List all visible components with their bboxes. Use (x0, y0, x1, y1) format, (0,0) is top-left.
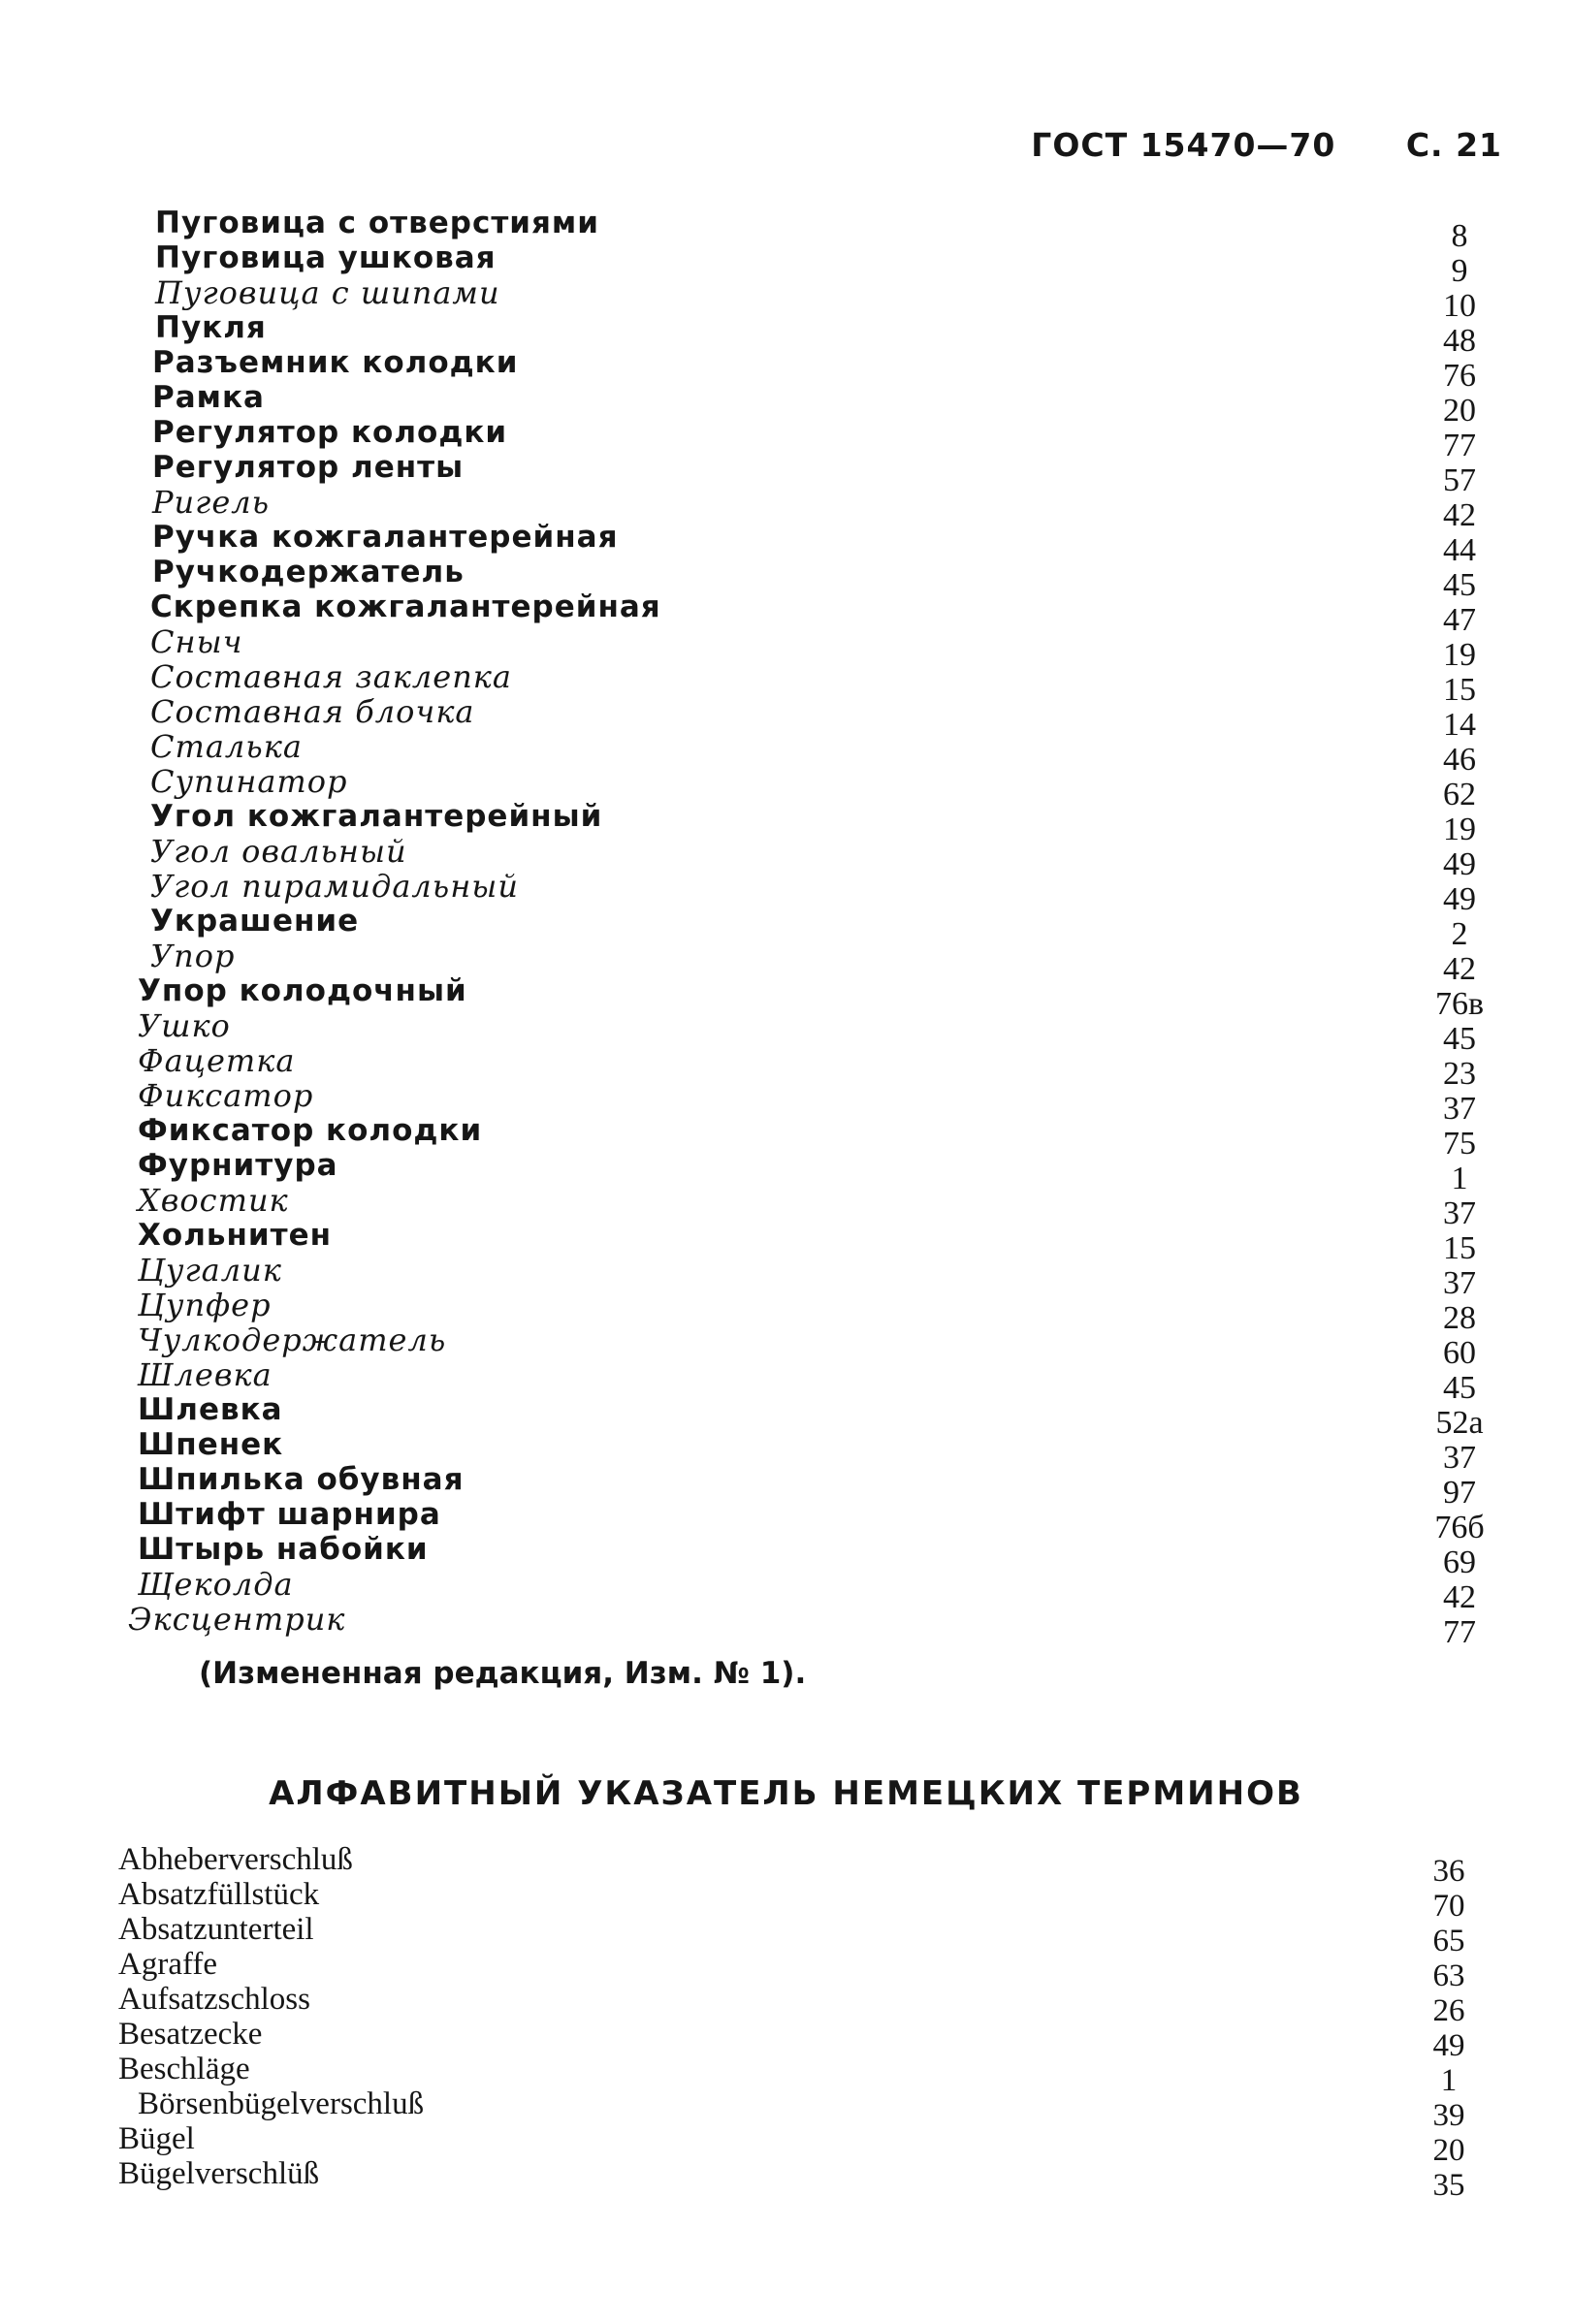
list-item (126, 520, 1503, 568)
term-label: Регулятор колодки (152, 415, 508, 450)
term-label: Шлевка (138, 1392, 283, 1427)
list-item (126, 345, 1503, 394)
term-label: Ручка кожгалантерейная (152, 520, 619, 555)
term-number: 47 (1443, 602, 1476, 638)
list-item (126, 380, 1503, 429)
list-item (118, 2156, 1488, 2203)
revision-note: (Измененная редакция, Изм. № 1). (199, 1656, 807, 1691)
term-number: 60 (1443, 1335, 1476, 1371)
list-item (118, 1877, 1488, 1924)
term-number: 35 (1432, 2168, 1465, 2203)
term-label: Штифт шарнира (138, 1497, 441, 1532)
term-label: Beschläge (118, 2052, 250, 2086)
list-item (118, 1982, 1488, 2028)
list-item (126, 1392, 1503, 1441)
term-number: 19 (1443, 812, 1476, 847)
list-item (126, 1356, 1503, 1406)
list-item (118, 1947, 1488, 1993)
term-label: Цугалик (138, 1252, 282, 1289)
term-label: Bügel (118, 2121, 195, 2156)
term-number: 1 (1440, 2063, 1458, 2098)
list-item (118, 2121, 1488, 2168)
term-label: Сныч (150, 623, 243, 660)
list-item (118, 1842, 1488, 1889)
term-label: Шпилька обувная (138, 1462, 465, 1497)
term-number: 42 (1443, 951, 1476, 987)
list-item (126, 274, 1503, 324)
list-item (126, 1182, 1503, 1231)
page-header (1031, 126, 1502, 164)
term-label: Besatzecke (118, 2017, 263, 2052)
term-label: Börsenbügelverschluß (138, 2086, 425, 2121)
term-label: Ручкодержатель (152, 555, 465, 589)
term-label: Aufsatzschloss (118, 1982, 310, 2017)
term-label: Фурнитура (138, 1148, 338, 1183)
term-number: 36 (1432, 1854, 1465, 1889)
term-label: Цупфер (138, 1287, 272, 1323)
term-label: Absatzfüllstück (118, 1877, 320, 1912)
term-number: 45 (1443, 1021, 1476, 1057)
term-label: Пуговица с шипами (155, 274, 500, 311)
term-label: Украшение (150, 904, 360, 939)
term-number: 19 (1443, 637, 1476, 673)
list-item (126, 763, 1503, 812)
section-title: АЛФАВИТНЫЙ УКАЗАТЕЛЬ НЕМЕЦКИХ ТЕРМИНОВ (269, 1774, 1303, 1813)
term-label: Регулятор ленты (152, 450, 465, 485)
term-number: 77 (1443, 428, 1476, 463)
term-number: 44 (1443, 532, 1476, 568)
list-item (126, 623, 1503, 673)
term-number: 70 (1432, 1889, 1465, 1924)
list-item (126, 589, 1503, 638)
list-item (126, 1007, 1503, 1057)
term-label: Эксцентрик (128, 1601, 346, 1638)
term-label: Ушко (138, 1007, 231, 1044)
list-item (126, 693, 1503, 743)
list-item (126, 938, 1503, 987)
term-number: 57 (1443, 462, 1476, 498)
list-item (126, 1601, 1503, 1650)
term-number: 46 (1443, 742, 1476, 778)
list-item (118, 2052, 1488, 2098)
term-number: 69 (1443, 1544, 1476, 1580)
term-number: 76б (1434, 1510, 1485, 1545)
term-number: 42 (1443, 1579, 1476, 1615)
german-term-index (118, 1842, 1488, 2203)
list-item (126, 555, 1503, 603)
list-item (126, 833, 1503, 882)
list-item (126, 450, 1503, 498)
term-label: Фиксатор (138, 1077, 314, 1114)
term-number: 15 (1443, 1230, 1476, 1266)
term-number: 42 (1443, 497, 1476, 533)
term-number: 8 (1451, 218, 1468, 254)
term-number: 49 (1443, 881, 1476, 917)
list-item (126, 1042, 1503, 1092)
list-item (126, 484, 1503, 533)
term-number: 77 (1443, 1614, 1476, 1650)
list-item (126, 658, 1503, 708)
term-number: 39 (1432, 2098, 1465, 2133)
list-item (126, 799, 1503, 847)
term-number: 37 (1443, 1265, 1476, 1301)
term-number: 45 (1443, 567, 1476, 603)
term-label: Шлевка (138, 1356, 273, 1393)
list-item (126, 1566, 1503, 1615)
term-label: Разъемник колодки (152, 345, 519, 380)
term-label: Скрепка кожгалантерейная (150, 589, 661, 624)
list-item (126, 904, 1503, 952)
term-number: 37 (1443, 1195, 1476, 1231)
page-number: С. 21 (1405, 126, 1502, 164)
term-label: Agraffe (118, 1947, 217, 1982)
term-number: 20 (1443, 393, 1476, 429)
term-label: Хольнитен (138, 1218, 333, 1253)
term-number: 49 (1443, 846, 1476, 882)
list-item (126, 1077, 1503, 1127)
list-item (126, 1321, 1503, 1371)
list-item (126, 1287, 1503, 1336)
list-item (126, 1113, 1503, 1162)
term-number: 14 (1443, 707, 1476, 743)
list-item (118, 1912, 1488, 1958)
list-item (126, 1218, 1503, 1266)
term-label: Bügelverschlüß (118, 2156, 320, 2191)
list-item (126, 1497, 1503, 1545)
russian-term-index (126, 206, 1503, 1650)
term-label: Фацетка (138, 1042, 296, 1079)
list-item (126, 973, 1503, 1022)
list-item (126, 415, 1503, 463)
term-number: 9 (1451, 253, 1468, 289)
term-number: 10 (1443, 288, 1476, 324)
term-label: Absatzunterteil (118, 1912, 314, 1947)
term-label: Угол пирамидальный (150, 868, 519, 905)
term-label: Чулкодержатель (138, 1321, 447, 1358)
term-number: 63 (1432, 1958, 1465, 1993)
term-label: Рамка (152, 380, 265, 415)
term-label: Составная заклепка (150, 658, 512, 695)
term-label: Пуговица с отверстиями (155, 206, 599, 240)
term-number: 37 (1443, 1440, 1476, 1476)
term-label: Abheberverschluß (118, 1842, 353, 1877)
term-label: Хвостик (138, 1182, 289, 1219)
term-label: Супинатор (150, 763, 348, 800)
list-item (126, 1427, 1503, 1476)
list-item (126, 240, 1503, 289)
term-number: 28 (1443, 1300, 1476, 1336)
term-number: 76в (1434, 986, 1485, 1022)
list-item (126, 868, 1503, 917)
list-item (126, 728, 1503, 778)
term-label: Угол овальный (150, 833, 407, 870)
list-item (126, 1532, 1503, 1580)
term-label: Упор (150, 938, 236, 974)
term-label: Шпенек (138, 1427, 284, 1462)
list-item (118, 2086, 1488, 2133)
list-item (126, 1148, 1503, 1196)
term-number: 23 (1443, 1056, 1476, 1092)
term-label: Пукля (155, 310, 267, 345)
term-label: Составная блочка (150, 693, 475, 730)
term-label: Сталька (150, 728, 303, 765)
list-item (126, 1462, 1503, 1511)
term-number: 75 (1443, 1126, 1476, 1162)
term-number: 37 (1443, 1091, 1476, 1127)
term-number: 48 (1443, 323, 1476, 359)
term-number: 62 (1443, 777, 1476, 812)
term-number: 65 (1432, 1924, 1465, 1958)
term-number: 49 (1432, 2028, 1465, 2063)
term-number: 76 (1443, 358, 1476, 394)
list-item (126, 1252, 1503, 1301)
term-number: 52а (1435, 1405, 1484, 1441)
list-item (126, 310, 1503, 359)
term-number: 26 (1432, 1993, 1465, 2028)
list-item (126, 206, 1503, 254)
term-label: Упор колодочный (138, 973, 467, 1008)
term-number: 1 (1451, 1161, 1468, 1196)
term-label: Ригель (152, 484, 271, 521)
term-label: Угол кожгалантерейный (150, 799, 603, 834)
term-label: Пуговица ушковая (155, 240, 497, 275)
term-number: 2 (1451, 916, 1468, 952)
term-number: 45 (1443, 1370, 1476, 1406)
list-item (118, 2017, 1488, 2063)
term-number: 15 (1443, 672, 1476, 708)
term-number: 97 (1443, 1475, 1476, 1511)
term-label: Фиксатор колодки (138, 1113, 483, 1148)
term-label: Штырь набойки (138, 1532, 429, 1567)
term-label: Щеколда (138, 1566, 294, 1603)
term-number: 20 (1432, 2133, 1465, 2168)
standard-number: ГОСТ 15470—70 (1031, 126, 1336, 164)
